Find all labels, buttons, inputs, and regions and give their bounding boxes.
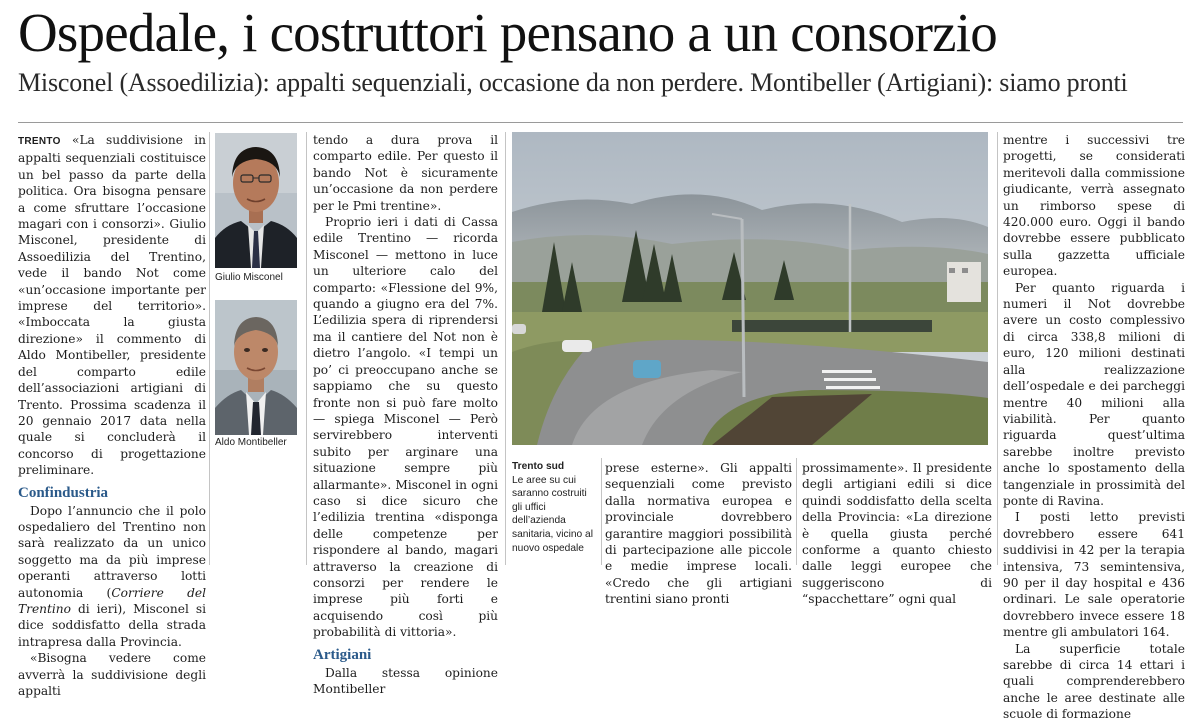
photo-caption-title: Trento sud	[512, 461, 565, 472]
article-column-3	[313, 132, 498, 696]
section-heading-artigiani: Artigiani	[313, 646, 372, 663]
column-divider	[306, 132, 307, 565]
paragraph: Per quanto riguarda i numeri il Not dovrebbe avere un costo complessivo di circa 338,8 milioni di euro, 120 milioni destinati alla realizzazione dell’ospedale e dei parcheggi mentre 40 milioni alla viabilità. Per quanto riguarda quest’ultima sarebbe inoltre previsto anche lo spostamento della tangenziale in prossimità del ponte di Ravina.	[1003, 280, 1185, 508]
paragraph-text: Dopo l’annuncio che il polo ospedaliero del Trentino non sarà realizzato da un unico soggetto ma da più imprese operanti attraverso lotti autonomia (	[18, 503, 206, 600]
portrait-caption: Giulio Misconel	[215, 272, 283, 283]
paragraph: I posti letto previsti dovrebbero essere 641 suddivisi in 42 per la terapia intensiva, 73 semintensiva, 90 per il day hospital e 436 ordinari. Le sale operatorie dovrebbero invece essere 18 mentre gli ambulatori 164.	[1003, 510, 1185, 640]
paragraph: «Bisogna vedere come avverrà la suddivisione degli appalti	[18, 651, 206, 698]
article-column-5	[802, 460, 992, 607]
photo-caption-text: Le aree su cui saranno costruiti gli uffici dell’azienda sanitaria, vicino al nuovo ospedale	[512, 474, 593, 554]
paragraph: mentre i successivi tre progetti, se considerati meritevoli dalla commissione giudicante, verrà assegnato un rimborso spese di 420.000 euro. Oggi il bando dovrebbe essere pubblicato sulla gazzetta ufficiale europea.	[1003, 133, 1185, 279]
headline: Ospedale, i costruttori pensano a un consorzio	[18, 2, 997, 63]
article-column-1	[18, 132, 207, 698]
paragraph: Proprio ieri i dati di Cassa edile Trentino — ricorda Misconel — mettono in luce un ulteriore calo del comparto: «Flessione del 9%, quando a giugno era del 7%. L’edilizia spera di riprendersi ma il cantiere del Not non è dietro l’angolo. «I tempi un po’ ci preoccupano anche se sappiamo che su questo fronte non si può fare molto — spiega Misconel — Però servirebbero interventi subito per arginare una situazione sempre più allarmante». Misconel in ogni caso si dice sicuro che l’edilizia trentina «disponga delle competenze per rispondere al bando, magari attraverso la creazione di consorzi per rendere le imprese più forti e acquisendo così più probabilità di vittoria».	[313, 215, 498, 640]
portrait-caption: Aldo Montibeller	[215, 437, 287, 448]
article-column-4	[605, 460, 792, 607]
portrait-giulio-misconel	[215, 133, 297, 268]
column-divider	[796, 458, 797, 565]
paragraph: La superficie totale sarebbe di circa 14 ettari i quali comprenderebbero anche le aree destinate alle scuole di formazione	[1003, 641, 1185, 722]
paragraph	[18, 132, 206, 479]
paragraph: tendo a dura prova il comparto edile. Per questo il bando Not è sicuramente un’occasione da non perdere per le Pmi trentine».	[313, 133, 498, 213]
column-divider	[997, 132, 998, 565]
paragraph-text: di ieri), Misconel si dice soddisfatto della strada intrapresa dalla Provincia.	[18, 601, 206, 649]
column-divider	[209, 132, 210, 565]
paragraph: prese esterne». Gli appalti sequenziali come previsto dalla normativa europea e provinciale dovrebbero garantire maggiori possibilità di partecipazione alle piccole e medie imprese locali. «Credo che gli artigiani trentini siano pronti	[605, 461, 792, 607]
column-divider	[505, 132, 506, 565]
column-divider	[601, 458, 602, 565]
photo-caption	[512, 460, 598, 565]
newspaper-reference: Corriere del Trentino	[18, 585, 207, 616]
article-photo-roundabout	[512, 132, 988, 445]
section-heading-confindustria: Confindustria	[18, 484, 109, 501]
paragraph: prossimamente». Il presidente degli artigiani edili si dice quindi soddisfatto della scelta della Provincia: «La direzione è quella giusta perché conforme a quanto chiesto dalle leggi europee che suggeriscono di “spacchettare” ogni qual	[802, 461, 992, 607]
header-rule	[18, 122, 1183, 123]
paragraph: Dalla stessa opinione Montibeller	[313, 665, 498, 696]
subheadline: Misconel (Assoedilizia): appalti sequenziali, occasione da non perdere. Montibeller (Artigiani): siamo pronti	[18, 68, 1128, 97]
article-column-6	[1003, 132, 1185, 722]
paragraph-text: «La suddivisione in appalti sequenziali costituisce un bel passo da parte della politica. Ora bisogna pensare a come sfruttare l’occasione magari con i consorzi». Giulio Misconel, presidente di Assoedilizia del Trentino, vede il bando Not come «un’occasione importante per imprese del territorio». «Imboccata la giusta direzione» il commento di Aldo Montibeller, presidente del comparto edile dell’associazioni artigiani di Trento. Prossima scadenza il 20 gennaio 2017 data nella quale si concluderà il concorso di progettazione preliminare.	[18, 133, 206, 478]
paragraph	[18, 503, 206, 651]
portrait-aldo-montibeller	[215, 300, 297, 435]
dateline: TRENTO	[18, 136, 61, 147]
